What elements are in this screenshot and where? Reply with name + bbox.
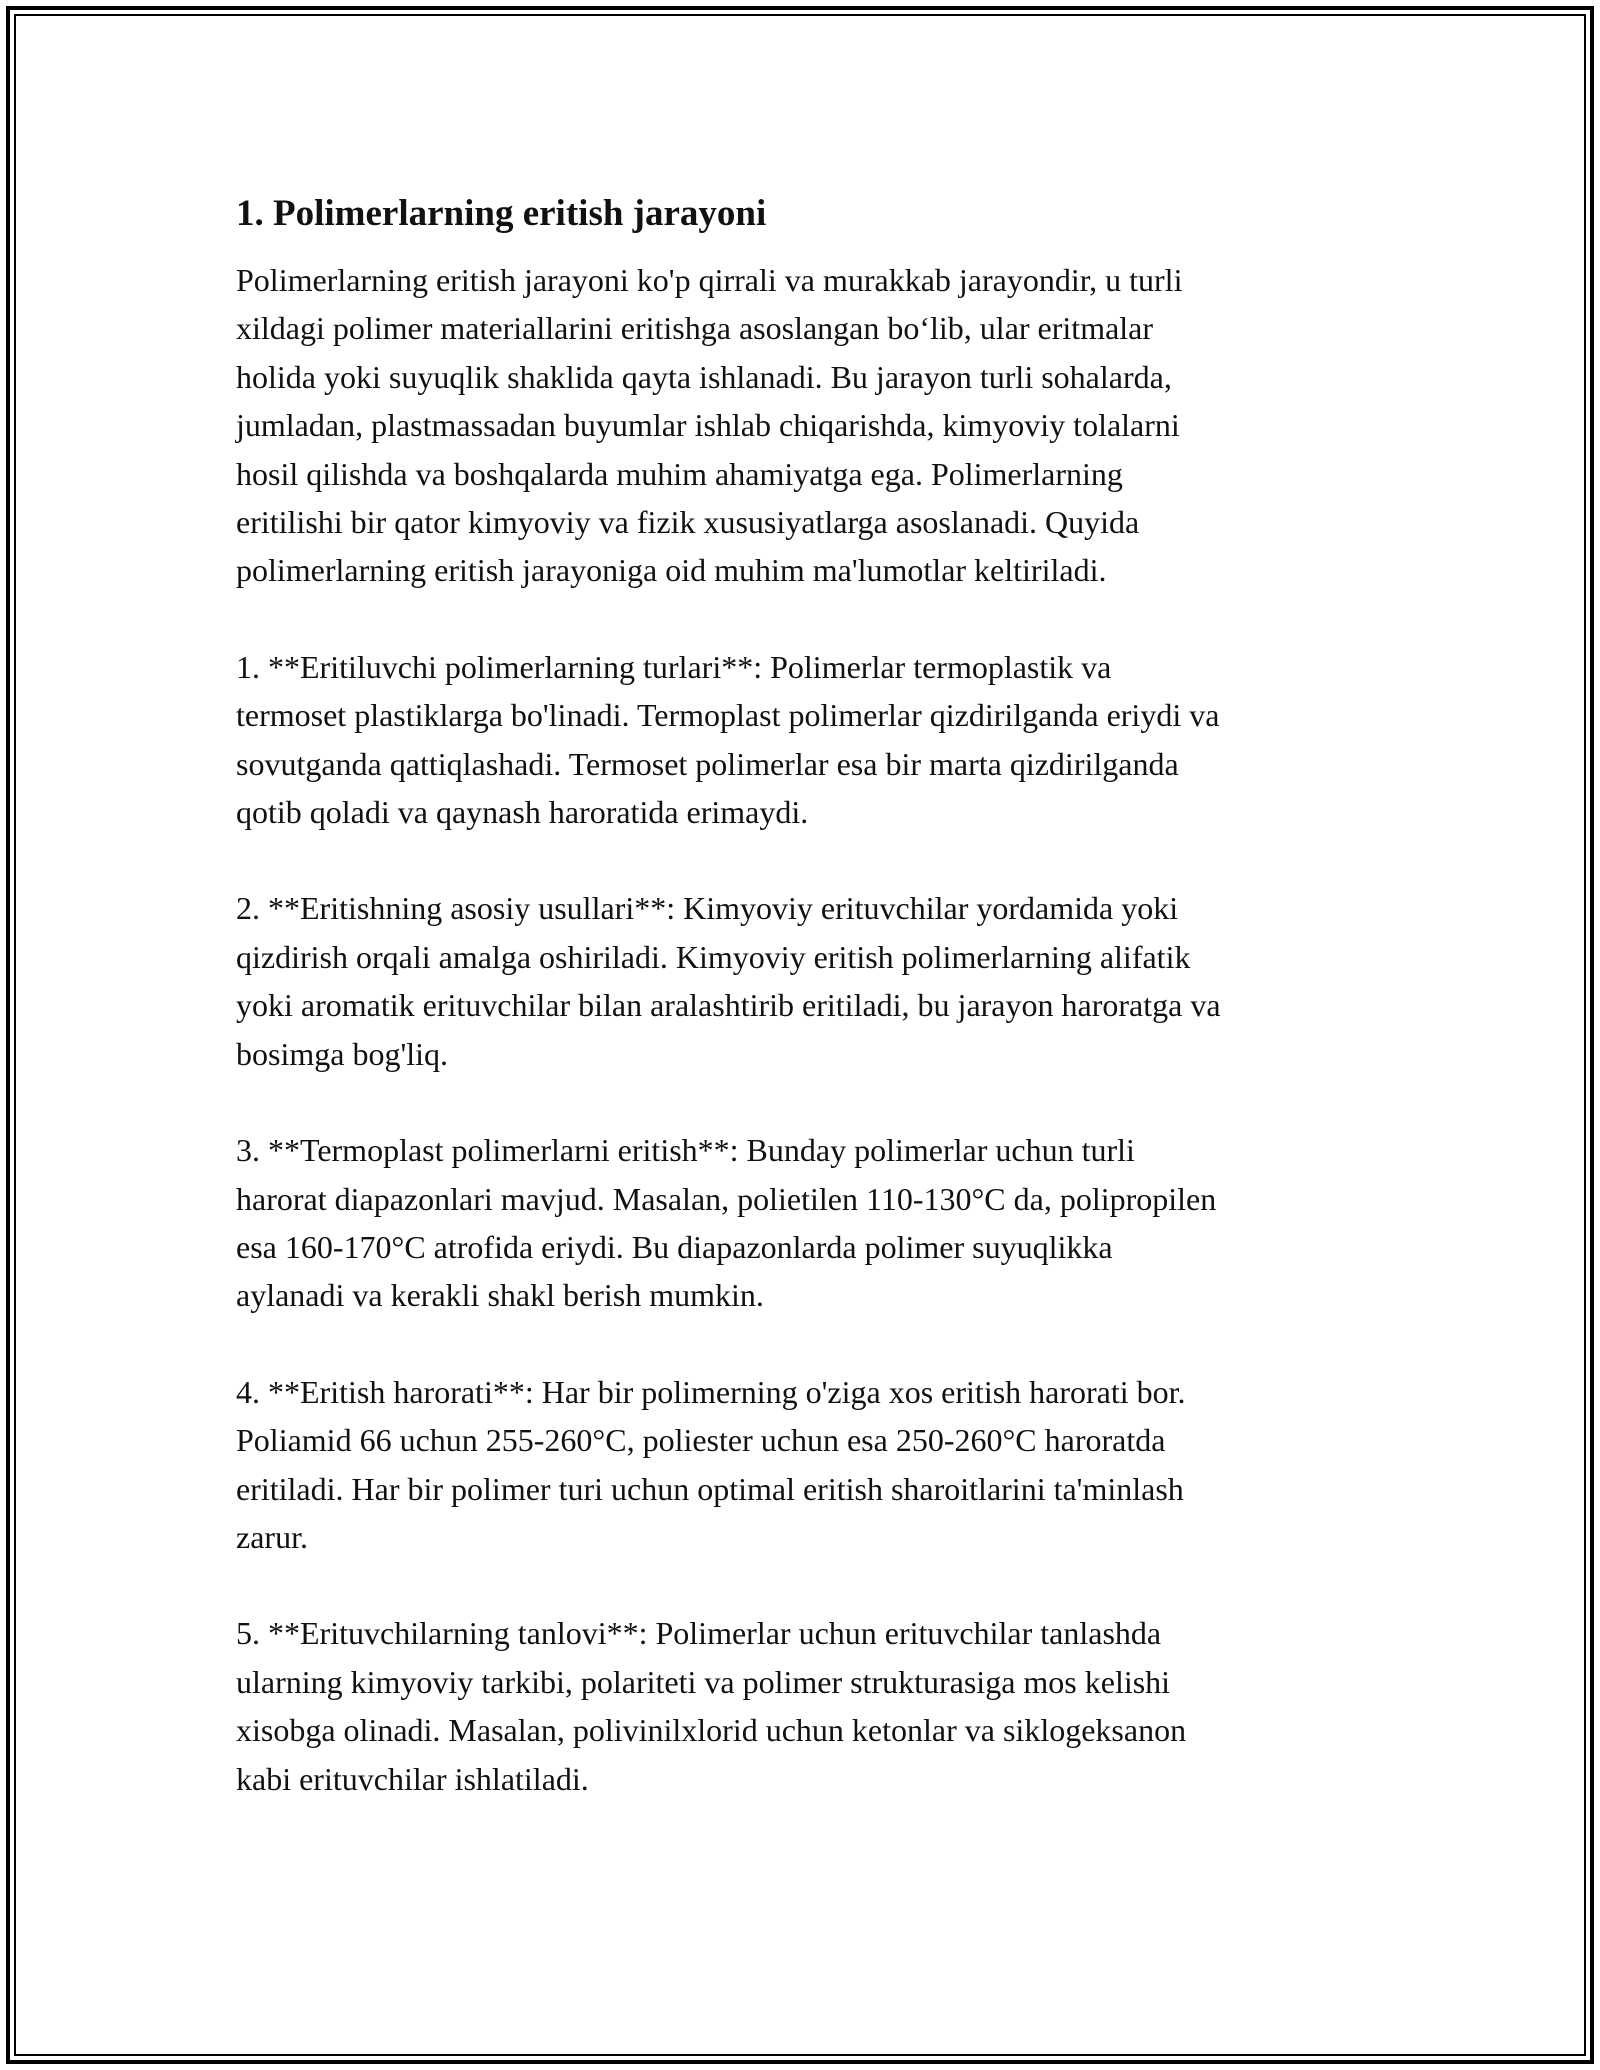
document-body — [236, 186, 1376, 1803]
list-item-1: 1. **Eritiluvchi polimerlarning turlari**: Polimerlar termoplastik va termoset plastiklarga bo'linadi. Termoplast polimerlar qizdirilganda eriydi va sovutganda qattiqlashadi. Termoset polimerlar esa bir marta qizdirilganda qotib qoladi va qaynash haroratida erimaydi. — [236, 648, 1220, 831]
list-item-5: 5. **Erituvchilarning tanlovi**: Polimerlar uchun erituvchilar tanlashda ularning kimyoviy tarkibi, polariteti va polimer strukturasiga mos kelishi xisobga olinadi. Masalan, polivinilxlorid uchun ketonlar va siklogeksanon kabi erituvchilar ishlatiladi. — [236, 1615, 1187, 1797]
intro-paragraph: Polimerlarning eritish jarayoni ko'p qirrali va murakkab jarayondir, u turli xildagi polimer materiallarini eritishga asoslangan bo‘lib, ular eritmalar holida yoki suyuqlik shaklida qayta ishlanadi. Bu jarayon turli sohalarda, jumladan, plastmassadan buyumlar ishlab chiqarishda, kimyoviy tolalarni hosil qilishda va boshqalarda muhim ahamiyatga ega. Polimerlarning eritilishi bir qator kimyoviy va fizik xususiyatlarga asoslanadi. Quyida polimerlarning eritish jarayoniga oid muhim ma'lumotlar keltiriladi. — [236, 262, 1183, 589]
list-item-2: 2. **Eritishning asosiy usullari**: Kimyoviy erituvchilar yordamida yoki qizdirish orqali amalga oshiriladi. Kimyoviy eritish polimerlarning alifatik yoki aromatik erituvchilar bilan aralashtirib eritiladi, bu jarayon haroratga va bosimga bog'liq. — [236, 890, 1221, 1072]
list-item-4: 4. **Eritish harorati**: Har bir polimerning o'ziga xos eritish harorati bor. Poliamid 66 uchun 255-260°C, poliester uchun esa 250-260°C haroratda eritiladi. Har bir polimer turi uchun optimal eritish sharoitlarini ta'minlash zarur. — [236, 1373, 1186, 1555]
section-heading: 1. Polimerlarning eritish jarayoni — [236, 193, 767, 234]
list-item-3: 3. **Termoplast polimerlarni eritish**: Bunday polimerlar uchun turli harorat diapazonlari mavjud. Masalan, polietilen 110-130°C da, polipropilen esa 160-170°C atrofida eriydi. Bu diapazonlarda polimer suyuqlikka aylanadi va kerakli shakl berish mumkin. — [236, 1132, 1217, 1314]
